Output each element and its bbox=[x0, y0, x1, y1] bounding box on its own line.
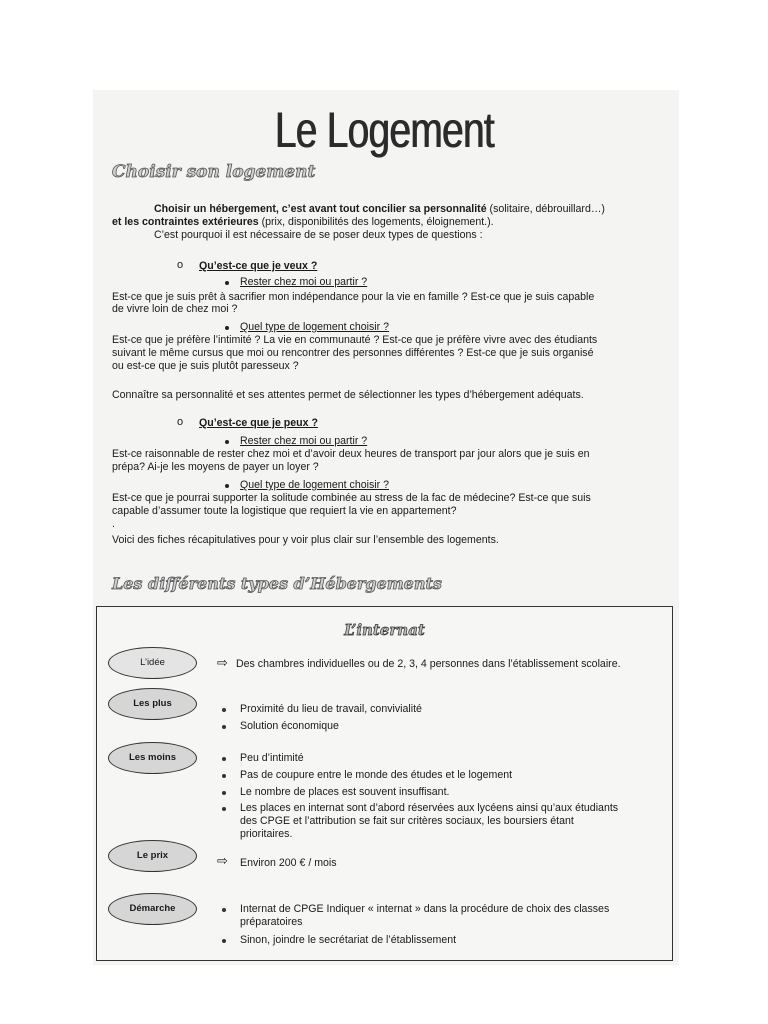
moins-item-4-cont-2: prioritaires. bbox=[240, 828, 293, 840]
circle-bullet-icon: o bbox=[177, 416, 184, 428]
moins-item-2: Pas de coupure entre le monde des études et le logement bbox=[240, 769, 513, 781]
q1-sub1-heading: Rester chez moi ou partir ? bbox=[240, 276, 368, 288]
bullet-icon bbox=[222, 939, 226, 943]
q2-sub2-heading: Quel type de logement choisir ? bbox=[240, 479, 389, 491]
q2-sub2-line-2: capable d’assumer toute la logistique que requiert la vie en appartement? bbox=[112, 505, 457, 517]
arrow-right-icon: ⇨ bbox=[217, 853, 228, 868]
q1-heading: Qu’est-ce que je veux ? bbox=[199, 260, 318, 272]
bullet-icon bbox=[222, 908, 226, 912]
q1-sub1-line-1: Est-ce que je suis prêt à sacrifier mon indépendance pour la vie en famille ? Est-ce que je suis capable bbox=[112, 291, 595, 303]
q1-sub2-line-1: Est-ce que je préfère l’intimité ? La vie en communauté ? Est-ce que je préfère vivre avec des étudiants bbox=[112, 334, 598, 346]
stray-period: . bbox=[112, 518, 115, 530]
plus-item-2: Solution économique bbox=[240, 720, 339, 732]
moins-item-3: Le nombre de places est souvent insuffisant. bbox=[240, 786, 450, 798]
label-plus: Les plus bbox=[108, 688, 197, 720]
section-heading-types: Les différents types d’Hébergements bbox=[112, 574, 442, 593]
bullet-icon bbox=[225, 440, 229, 444]
q2-sub2-line-1: Est-ce que je pourrai supporter la solitude combinée au stress de la fac de médecine? Est-ce que suis bbox=[112, 492, 591, 504]
label-idee: L’idée bbox=[108, 647, 197, 679]
page-title: Le Logement bbox=[274, 102, 494, 158]
bullet-icon bbox=[225, 326, 229, 330]
moins-item-4: Les places en internat sont d’abord réservées aux lycéens ainsi qu’aux étudiants bbox=[240, 802, 619, 814]
idee-text: Des chambres individuelles ou de 2, 3, 4 personnes dans l’établissement scolaire. bbox=[236, 658, 621, 670]
q1-sub2-line-2: suivant le même cursus que moi ou rencontrer des personnes différentes ? Est-ce que je suis organisé bbox=[112, 347, 594, 359]
bullet-icon bbox=[222, 708, 226, 712]
demarche-item-1-cont: préparatoires bbox=[240, 916, 303, 928]
q1-sub1-line-2: de vivre loin de chez moi ? bbox=[112, 303, 238, 315]
card-title: L’internat bbox=[344, 621, 425, 639]
section-heading-choisir: Choisir son logement bbox=[112, 162, 316, 182]
plus-item-1: Proximité du lieu de travail, convivialité bbox=[240, 703, 422, 715]
bullet-icon bbox=[222, 807, 226, 811]
bullet-icon bbox=[222, 774, 226, 778]
prix-text: Environ 200 € / mois bbox=[240, 857, 337, 869]
q2-sub1-heading: Rester chez moi ou partir ? bbox=[240, 435, 368, 447]
q1-sub2-heading: Quel type de logement choisir ? bbox=[240, 321, 389, 333]
bullet-icon bbox=[222, 725, 226, 729]
moins-item-4-cont-1: des CPGE et l’attribution se fait sur critères sociaux, les boursiers étant bbox=[240, 815, 574, 827]
demarche-item-1: Internat de CPGE Indiquer « internat » dans la procédure de choix des classes bbox=[240, 903, 610, 915]
bullet-icon bbox=[222, 791, 226, 795]
q2-sub1-line-2: prépa? Ai-je les moyens de payer un loyer ? bbox=[112, 461, 319, 473]
demarche-item-2: Sinon, joindre le secrétariat de l’établissement bbox=[240, 934, 457, 946]
intro-line-2: et les contraintes extérieures (prix, disponibilités des logements, éloignement.). bbox=[112, 216, 494, 228]
intro-line-3: C’est pourquoi il est nécessaire de se poser deux types de questions : bbox=[154, 229, 483, 241]
q2-sub1-line-1: Est-ce raisonnable de rester chez moi et d’avoir deux heures de transport par jour alors que je suis en bbox=[112, 448, 590, 460]
q1-conclusion: Connaître sa personnalité et ses attentes permet de sélectionner les types d’hébergement adéquats. bbox=[112, 389, 584, 401]
label-moins: Les moins bbox=[108, 742, 197, 774]
bullet-icon bbox=[225, 484, 229, 488]
intro-line-1: Choisir un hébergement, c’est avant tout concilier sa personnalité (solitaire, débrouillard…) bbox=[154, 203, 605, 215]
bullet-icon bbox=[222, 757, 226, 761]
label-demarche: Démarche bbox=[108, 893, 197, 925]
bullet-icon bbox=[225, 281, 229, 285]
moins-item-1: Peu d’intimité bbox=[240, 752, 304, 764]
circle-bullet-icon: o bbox=[177, 259, 184, 271]
label-prix: Le prix bbox=[108, 840, 197, 872]
q1-sub2-line-3: ou est-ce que je suis plutôt paresseux ? bbox=[112, 360, 299, 372]
q2-heading: Qu’est-ce que je peux ? bbox=[199, 417, 318, 429]
closing-line: Voici des fiches récapitulatives pour y voir plus clair sur l’ensemble des logements. bbox=[112, 534, 499, 546]
arrow-right-icon: ⇨ bbox=[217, 655, 228, 670]
